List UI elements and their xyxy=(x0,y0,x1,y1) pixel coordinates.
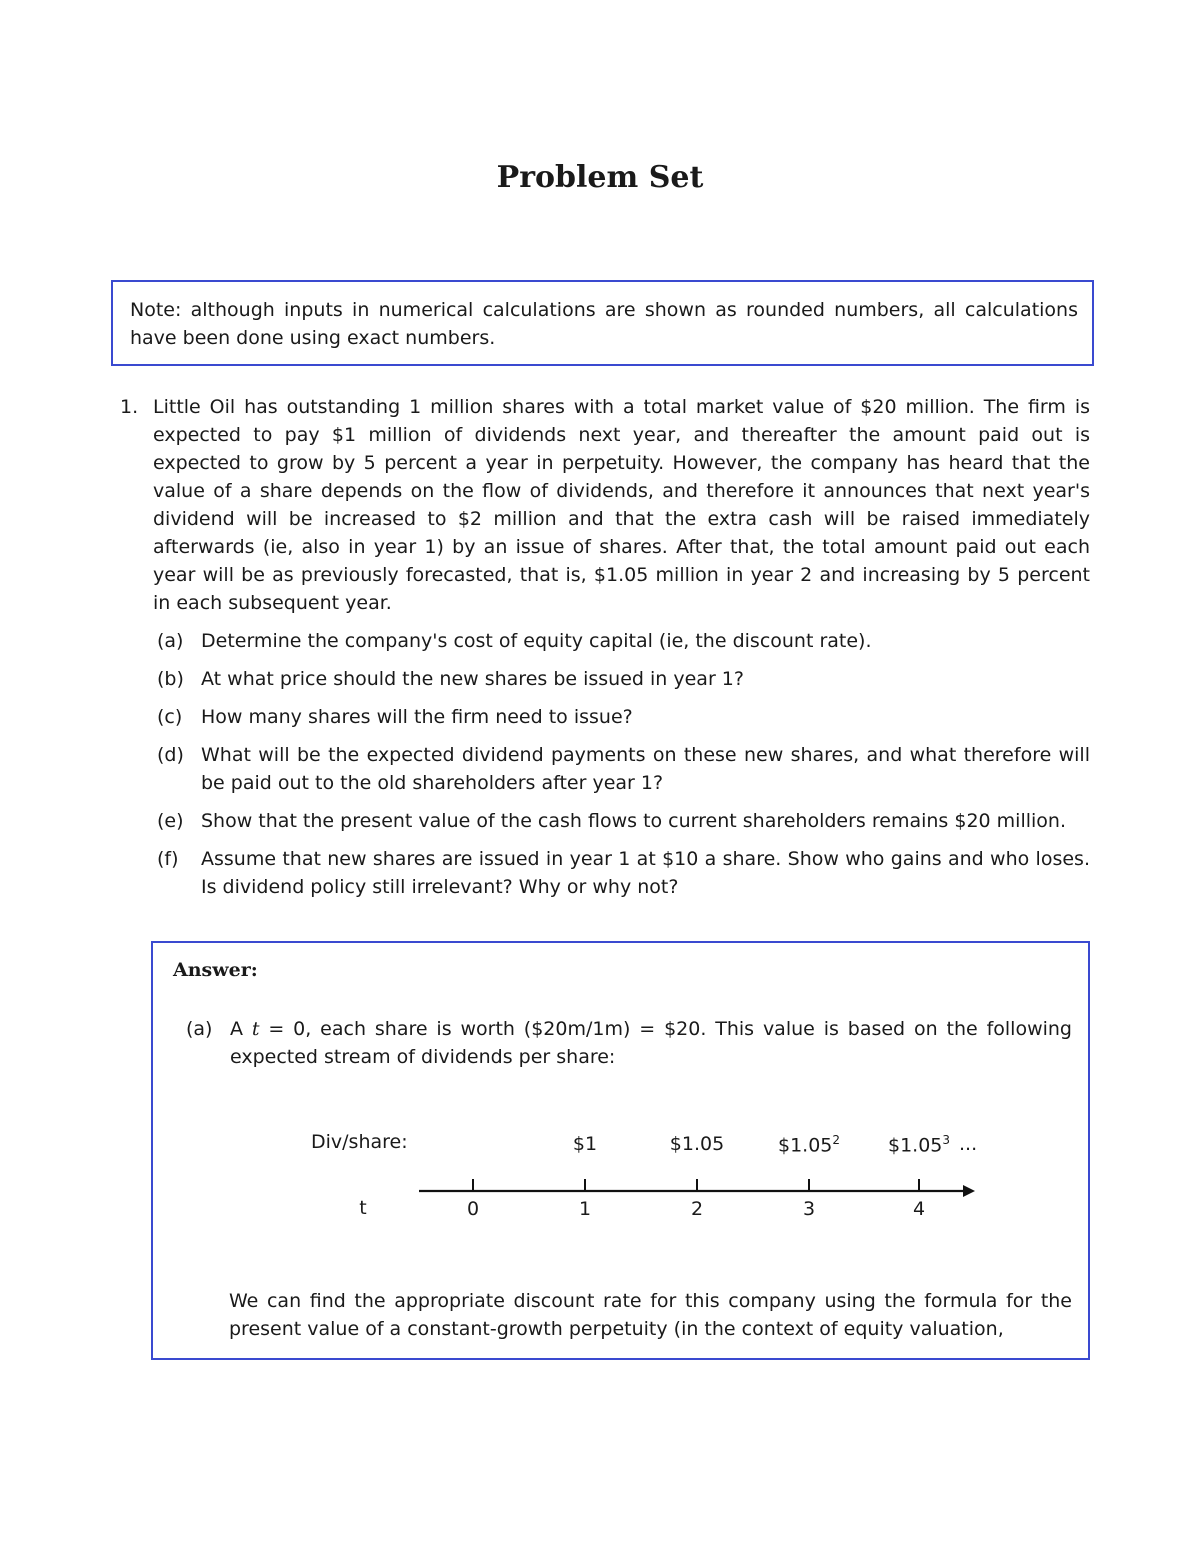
sub-question-text: What will be the expected dividend payments on these new shares, and what therefore will be paid out to the old shareholders after year 1? xyxy=(201,744,1090,794)
sub-question-d xyxy=(157,741,1090,797)
dividend-base: $1.05 xyxy=(887,1134,943,1157)
sub-question-a xyxy=(157,627,1090,655)
sub-question-text: Determine the company's cost of equity capital (ie, the discount rate). xyxy=(201,630,872,652)
problem-1 xyxy=(120,393,1090,901)
sub-question-f xyxy=(157,845,1090,901)
timeline-tick-label-2: 2 xyxy=(690,1198,704,1220)
sub-question-e xyxy=(157,807,1090,835)
timeline-tick-label-0: 0 xyxy=(466,1198,480,1220)
sub-question-label: (f) xyxy=(157,848,179,870)
sub-question-label: (c) xyxy=(157,706,183,728)
dividend-base: $1 xyxy=(572,1133,598,1155)
timeline-tick-label-3: 3 xyxy=(802,1198,816,1220)
sub-question-label: (d) xyxy=(157,744,184,766)
sub-question-label: (b) xyxy=(157,668,184,690)
dividend-base: $1.05 xyxy=(669,1133,725,1155)
sub-question-label: (e) xyxy=(157,810,184,832)
sub-question-c xyxy=(157,703,1090,731)
answer-text-post: = 0, each share is worth ($20m/1m) = $20. This value is based on the following expected stream of dividends per share: xyxy=(230,1018,1072,1068)
answer-heading: Answer: xyxy=(173,959,258,981)
timeline-arrowhead xyxy=(963,1185,975,1197)
timeline-row-label-div: Div/share: xyxy=(311,1131,408,1153)
answer-part-label: (a) xyxy=(186,1018,213,1040)
dividend-exponent: 2 xyxy=(832,1133,841,1147)
sub-question-text: At what price should the new shares be issued in year 1? xyxy=(201,668,744,690)
note-box: Note: although inputs in numerical calculations are shown as rounded numbers, all calculations have been done using exact numbers. xyxy=(111,280,1094,366)
page-title: Problem Set xyxy=(496,160,704,195)
sub-question-text: Assume that new shares are issued in year 1 at $10 a share. Show who gains and who loses. Is dividend policy still irrelevant? Why or why not? xyxy=(201,848,1090,898)
timeline-tick-label-1: 1 xyxy=(578,1198,592,1220)
problem-text: Little Oil has outstanding 1 million shares with a total market value of $20 million. The firm is expected to pay $1 million of dividends next year, and thereafter the amount paid out is expected to grow by 5 percent a year in perpetuity. However, the company has heard that the value of a share depends on the flow of dividends, and therefore it announces that next year's dividend will be increased to $2 million and that the extra cash will be raised immediately afterwards (ie, also in year 1) by an issue of shares. After that, the total amount paid out each year will be as previously forecasted, that is, $1.05 million in year 2 and increasing by 5 percent in each subsequent year. xyxy=(153,396,1090,614)
dividend-base: $1.05 xyxy=(777,1134,833,1157)
answer-box xyxy=(151,941,1090,1360)
answer-text-pre: A xyxy=(230,1018,252,1040)
sub-question-text: How many shares will the firm need to issue? xyxy=(201,706,633,728)
answer-paragraph: We can find the appropriate discount rate for this company using the formula for the present value of a constant-growth perpetuity (in the context of equity valuation, xyxy=(229,1290,1072,1340)
sub-question-text: Show that the present value of the cash flows to current shareholders remains $20 million. xyxy=(201,810,1067,832)
math-variable-t: t xyxy=(251,1018,260,1040)
dividend-exponent: 3 xyxy=(942,1133,951,1147)
timeline-tick-label-4: 4 xyxy=(912,1198,926,1220)
timeline-ellipsis: ... xyxy=(959,1133,978,1155)
sub-question-label: (a) xyxy=(157,630,184,652)
timeline-row-label-t: t xyxy=(359,1197,367,1219)
problem-number: 1. xyxy=(120,396,139,418)
sub-question-b xyxy=(157,665,1090,693)
